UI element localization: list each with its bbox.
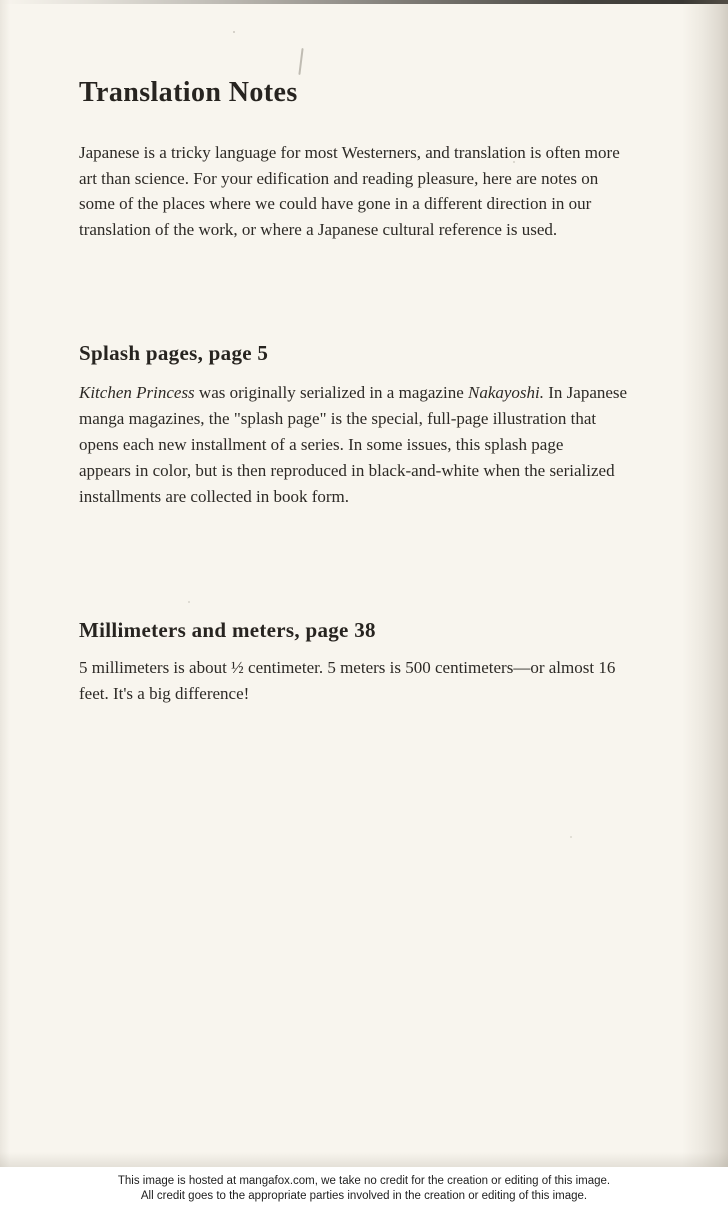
section-body-splash-pages	[79, 380, 721, 510]
section-heading-splash-pages: Splash pages, page 5	[79, 341, 269, 365]
text-line: some of the places where we could have gone in a different direction in our	[79, 194, 592, 213]
scan-edge-top	[0, 0, 728, 4]
text-line: 5 millimeters is about ½ centimeter. 5 meters is 500 centimeters—or almost 16	[79, 658, 616, 677]
italic-book-title: Kitchen Princess	[79, 383, 195, 402]
text-line: installments are collected in book form.	[79, 487, 350, 506]
text-line	[79, 380, 721, 406]
text-segment: was originally serialized in a magazine	[194, 383, 468, 402]
text-line: art than science. For your edification and reading pleasure, here are notes on	[79, 168, 599, 188]
disclaimer-line-2: All credit goes to the appropriate parties involved in the creation or editing of this image.	[140, 1190, 588, 1202]
section-body-millimeters	[79, 655, 721, 707]
intro-paragraph	[79, 140, 721, 242]
scan-edge-left	[0, 0, 10, 1167]
text-line: appears in color, but is then reproduced in black-and-white when the serialized	[79, 461, 615, 480]
scan-scratch-artifact	[298, 48, 303, 75]
italic-magazine-title: Nakayoshi.	[467, 383, 545, 402]
text-line: opens each new installment of a series. In some issues, this splash page	[79, 435, 564, 454]
scan-edge-bottom	[0, 1152, 728, 1167]
text-segment: In Japanese	[544, 383, 628, 402]
text-line: feet. It's a big difference!	[79, 684, 250, 703]
disclaimer-line-1: This image is hosted at mangafox.com, we take no credit for the creation or editing of this image.	[117, 1175, 611, 1187]
text-line: manga magazines, the "splash page" is the special, full-page illustration that	[79, 409, 597, 428]
page-title: Translation Notes	[79, 77, 298, 108]
scan-speckle-artifacts	[233, 31, 235, 33]
text-line: Japanese is a tricky language for most Westerners, and translation is often more	[79, 143, 620, 162]
text-line: translation of the work, or where a Japanese cultural reference is used.	[79, 219, 558, 239]
hosting-disclaimer	[0, 1167, 728, 1208]
section-heading-millimeters: Millimeters and meters, page 38	[79, 618, 376, 642]
